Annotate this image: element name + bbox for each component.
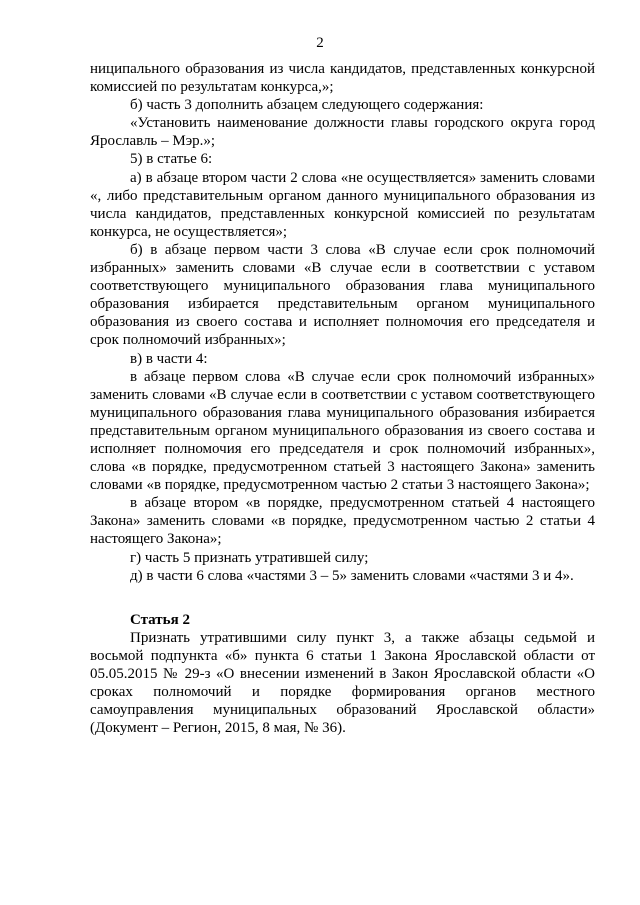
paragraph-item-g: г) часть 5 признать утратившей силу; (130, 549, 369, 566)
paragraph-continuation: ниципального образования из числа кандидатов, представленных конкурсной комиссией по результатам конкурса,»; (90, 61, 595, 96)
page-number: 2 (316, 35, 324, 51)
paragraph-item-v: в) в части 4: (130, 350, 208, 367)
paragraph-item-d: д) в части 6 слова «частями 3 – 5» заменить словами «частями 3 и 4». (130, 567, 574, 584)
paragraph-item-v-first: в абзаце первом слова «В случае если срок полномочий избранных» заменить словами «В случае если в соответствии с уставом соответствующего муниципального образования глава муниципального образования избирается представительным органом муниципального образования из своего состава и исполняет полномочия его председателя и срок полномочий избранных», слова «в порядке, предусмотренном статьей 3 настоящего Закона» заменить словами «в порядке, предусмотренном частью 2 статьи 3 настоящего Закона»; (90, 368, 595, 494)
article-text: Признать утратившими силу пункт 3, а также абзацы седьмой и восьмой подпункта «б» пункта 6 статьи 1 Закона Ярославской области от 05.05.2015 № 29-з «О внесении изменений в Закон Ярославской области «О сроках полномочий и порядке формирования органов местного самоуправления муниципальных образований Ярославской области» (Документ – Регион, 2015, 8 мая, № 36). (90, 629, 595, 737)
paragraph-item-5: 5) в статье 6: (130, 151, 213, 168)
paragraph-item-b-part3: б) часть 3 дополнить абзацем следующего содержания: (130, 97, 484, 114)
document-body (90, 60, 595, 737)
paragraph-item-b: б) в абзаце первом части 3 слова «В случае если срок полномочий избранных» заменить словами «В случае если в соответствии с уставом соответствующего муниципального образования глава муниципального образования избирается представительным органом муниципального образования из своего состава и исполняет полномочия его председателя и срок полномочий избранных»; (90, 241, 595, 349)
article-heading: Статья 2 (130, 611, 190, 628)
paragraph-item-v-second: в абзаце втором «в порядке, предусмотренном статьей 4 настоящего Закона» заменить словами «в порядке, предусмотренном частью 2 статьи 4 настоящего Закона»; (90, 495, 595, 548)
paragraph-item-a: а) в абзаце втором части 2 слова «не осуществляется» заменить словами «, либо представительным органом данного муниципального образования из числа кандидатов, представленных конкурсной комиссией по результатам конкурса, не осуществляется»; (90, 169, 595, 240)
paragraph-mayor-title: «Установить наименование должности главы городского округа город Ярославль – Мэр.»; (90, 115, 595, 150)
